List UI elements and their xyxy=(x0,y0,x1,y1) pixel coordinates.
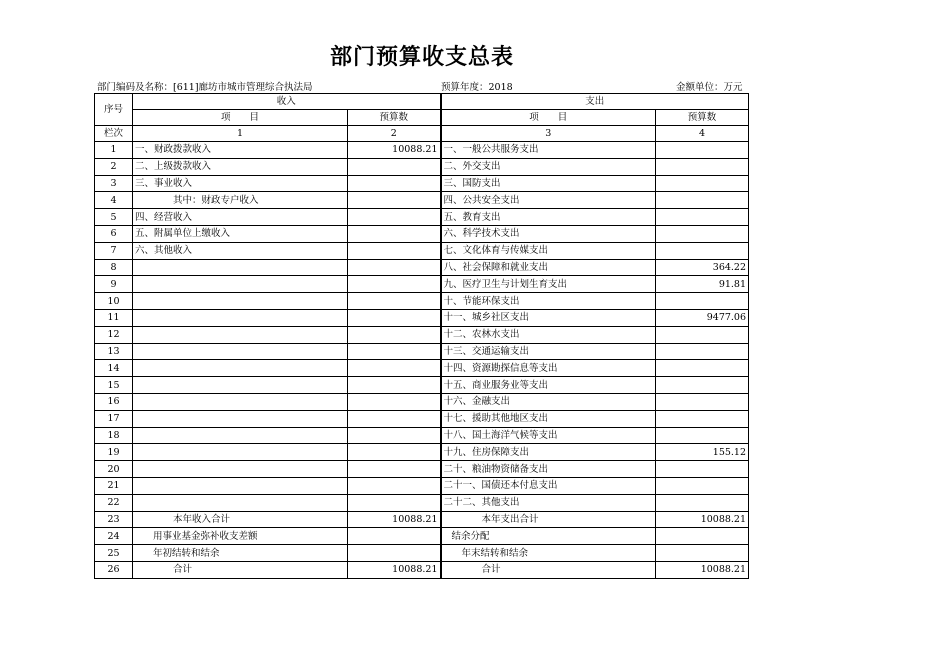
expense-item: 五、教育支出 xyxy=(441,209,656,226)
row-number: 13 xyxy=(95,343,133,360)
expense-value xyxy=(656,477,749,494)
expense-item: 十八、国土海洋气候等支出 xyxy=(441,427,656,444)
income-item: 二、上级拨款收入 xyxy=(133,158,348,175)
col-number-3: 3 xyxy=(441,126,656,142)
expense-value: 91.81 xyxy=(656,276,749,293)
row-number: 8 xyxy=(95,259,133,276)
row-number: 2 xyxy=(95,158,133,175)
row-number: 15 xyxy=(95,377,133,394)
expense-item: 年末结转和结余 xyxy=(441,545,656,562)
expense-item: 四、公共安全支出 xyxy=(441,192,656,209)
income-item xyxy=(133,309,348,326)
income-item xyxy=(133,343,348,360)
income-item xyxy=(133,494,348,511)
expense-item: 十六、金融支出 xyxy=(441,393,656,410)
table-row xyxy=(95,494,749,511)
table-row xyxy=(95,309,749,326)
income-value xyxy=(348,393,441,410)
expense-item: 一、一般公共服务支出 xyxy=(441,142,656,159)
expense-value xyxy=(656,158,749,175)
income-budget-header: 预算数 xyxy=(348,110,441,126)
row-number: 6 xyxy=(95,225,133,242)
income-item: 年初结转和结余 xyxy=(133,545,348,562)
table-row xyxy=(95,158,749,175)
income-value: 10088.21 xyxy=(348,561,441,578)
income-value xyxy=(348,410,441,427)
expense-item: 十四、资源勘探信息等支出 xyxy=(441,360,656,377)
row-number: 14 xyxy=(95,360,133,377)
table-row xyxy=(95,242,749,259)
table-row xyxy=(95,444,749,461)
header-row-sections xyxy=(95,94,749,110)
income-item-header: 项 目 xyxy=(133,110,348,126)
row-number: 22 xyxy=(95,494,133,511)
table-row xyxy=(95,192,749,209)
expense-value xyxy=(656,142,749,159)
table-row xyxy=(95,175,749,192)
expense-item-header: 项 目 xyxy=(441,110,656,126)
income-value xyxy=(348,209,441,226)
expense-value xyxy=(656,225,749,242)
income-value xyxy=(348,242,441,259)
expense-value xyxy=(656,209,749,226)
header-row-column-numbers xyxy=(95,126,749,142)
row-number: 17 xyxy=(95,410,133,427)
expense-item: 八、社会保障和就业支出 xyxy=(441,259,656,276)
table-row xyxy=(95,293,749,310)
row-number: 11 xyxy=(95,309,133,326)
income-value xyxy=(348,477,441,494)
expense-item: 十三、交通运输支出 xyxy=(441,343,656,360)
income-header: 收入 xyxy=(133,94,441,110)
expense-value: 10088.21 xyxy=(656,561,749,578)
expense-item: 十一、城乡社区支出 xyxy=(441,309,656,326)
income-item: 合计 xyxy=(133,561,348,578)
col-label: 栏次 xyxy=(95,126,133,142)
expense-item: 十九、住房保障支出 xyxy=(441,444,656,461)
table-row xyxy=(95,511,749,528)
income-value xyxy=(348,326,441,343)
expense-item: 十二、农林水支出 xyxy=(441,326,656,343)
expense-item: 七、文化体育与传媒支出 xyxy=(441,242,656,259)
table-row xyxy=(95,561,749,578)
expense-value xyxy=(656,242,749,259)
income-item: 本年收入合计 xyxy=(133,511,348,528)
row-number: 9 xyxy=(95,276,133,293)
row-number: 1 xyxy=(95,142,133,159)
table-row xyxy=(95,393,749,410)
income-value xyxy=(348,427,441,444)
income-item xyxy=(133,276,348,293)
income-item xyxy=(133,427,348,444)
expense-value xyxy=(656,293,749,310)
expense-item: 三、国防支出 xyxy=(441,175,656,192)
income-value xyxy=(348,377,441,394)
row-number: 7 xyxy=(95,242,133,259)
row-number: 18 xyxy=(95,427,133,444)
row-number: 23 xyxy=(95,511,133,528)
income-item: 三、事业收入 xyxy=(133,175,348,192)
table-row xyxy=(95,276,749,293)
table-row xyxy=(95,377,749,394)
income-item xyxy=(133,444,348,461)
expense-budget-header: 预算数 xyxy=(656,110,749,126)
income-value xyxy=(348,360,441,377)
expense-item: 十七、援助其他地区支出 xyxy=(441,410,656,427)
expense-value xyxy=(656,461,749,478)
income-item xyxy=(133,410,348,427)
income-value xyxy=(348,545,441,562)
row-number: 19 xyxy=(95,444,133,461)
budget-summary-table xyxy=(94,93,749,579)
income-item xyxy=(133,326,348,343)
income-value: 10088.21 xyxy=(348,142,441,159)
income-item xyxy=(133,360,348,377)
income-item: 四、经营收入 xyxy=(133,209,348,226)
table-row xyxy=(95,343,749,360)
expense-value xyxy=(656,528,749,545)
income-value xyxy=(348,259,441,276)
table-row xyxy=(95,142,749,159)
expense-item: 二、外交支出 xyxy=(441,158,656,175)
income-value xyxy=(348,528,441,545)
income-item: 用事业基金弥补收支差额 xyxy=(133,528,348,545)
expense-value xyxy=(656,360,749,377)
expense-value xyxy=(656,377,749,394)
income-item: 五、附属单位上缴收入 xyxy=(133,225,348,242)
income-item xyxy=(133,377,348,394)
expense-value xyxy=(656,393,749,410)
income-value xyxy=(348,175,441,192)
expense-item: 十五、商业服务业等支出 xyxy=(441,377,656,394)
seq-header: 序号 xyxy=(95,94,133,126)
income-value xyxy=(348,494,441,511)
row-number: 26 xyxy=(95,561,133,578)
budget-year-label: 预算年度：2018 xyxy=(441,82,513,93)
row-number: 16 xyxy=(95,393,133,410)
expense-value: 10088.21 xyxy=(656,511,749,528)
expense-item: 合计 xyxy=(441,561,656,578)
income-value xyxy=(348,309,441,326)
income-value xyxy=(348,461,441,478)
expense-item: 九、医疗卫生与计划生育支出 xyxy=(441,276,656,293)
row-number: 12 xyxy=(95,326,133,343)
expense-value xyxy=(656,410,749,427)
table-row xyxy=(95,259,749,276)
row-number: 21 xyxy=(95,477,133,494)
row-number: 5 xyxy=(95,209,133,226)
table-row xyxy=(95,209,749,226)
expense-value xyxy=(656,494,749,511)
income-value xyxy=(348,444,441,461)
income-item xyxy=(133,393,348,410)
expense-item: 二十一、国债还本付息支出 xyxy=(441,477,656,494)
row-number: 25 xyxy=(95,545,133,562)
income-value: 10088.21 xyxy=(348,511,441,528)
expense-item: 六、科学技术支出 xyxy=(441,225,656,242)
amount-unit-label: 金额单位：万元 xyxy=(676,82,743,93)
expense-value xyxy=(656,545,749,562)
expense-value xyxy=(656,175,749,192)
income-item: 一、财政拨款收入 xyxy=(133,142,348,159)
table-row xyxy=(95,545,749,562)
page-title: 部门预算收支总表 xyxy=(329,45,514,70)
expense-value: 9477.06 xyxy=(656,309,749,326)
table-row xyxy=(95,427,749,444)
row-number: 4 xyxy=(95,192,133,209)
table-row xyxy=(95,410,749,427)
income-value xyxy=(348,293,441,310)
expense-value xyxy=(656,343,749,360)
expense-item: 结余分配 xyxy=(441,528,656,545)
col-number-2: 2 xyxy=(348,126,441,142)
row-number: 3 xyxy=(95,175,133,192)
income-item xyxy=(133,259,348,276)
row-number: 10 xyxy=(95,293,133,310)
col-number-1: 1 xyxy=(133,126,348,142)
expense-value xyxy=(656,192,749,209)
table-row xyxy=(95,461,749,478)
col-number-4: 4 xyxy=(656,126,749,142)
income-value xyxy=(348,276,441,293)
row-number: 20 xyxy=(95,461,133,478)
table-row xyxy=(95,477,749,494)
income-value xyxy=(348,343,441,360)
expense-item: 本年支出合计 xyxy=(441,511,656,528)
department-label: 部门编码及名称：[611]廊坊市城市管理综合执法局 xyxy=(97,82,313,93)
table-row xyxy=(95,225,749,242)
table-row xyxy=(95,528,749,545)
expense-item: 十、节能环保支出 xyxy=(441,293,656,310)
expense-item: 二十二、其他支出 xyxy=(441,494,656,511)
header-row-columns xyxy=(95,110,749,126)
income-item: 六、其他收入 xyxy=(133,242,348,259)
expense-value: 364.22 xyxy=(656,259,749,276)
expense-value xyxy=(656,427,749,444)
table-row xyxy=(95,326,749,343)
expense-value: 155.12 xyxy=(656,444,749,461)
income-item xyxy=(133,461,348,478)
income-item: 其中：财政专户收入 xyxy=(133,192,348,209)
expense-value xyxy=(656,326,749,343)
expense-header: 支出 xyxy=(441,94,749,110)
income-value xyxy=(348,192,441,209)
income-value xyxy=(348,225,441,242)
income-value xyxy=(348,158,441,175)
expense-item: 二十、粮油物资储备支出 xyxy=(441,461,656,478)
table-row xyxy=(95,360,749,377)
row-number: 24 xyxy=(95,528,133,545)
income-item xyxy=(133,477,348,494)
income-item xyxy=(133,293,348,310)
